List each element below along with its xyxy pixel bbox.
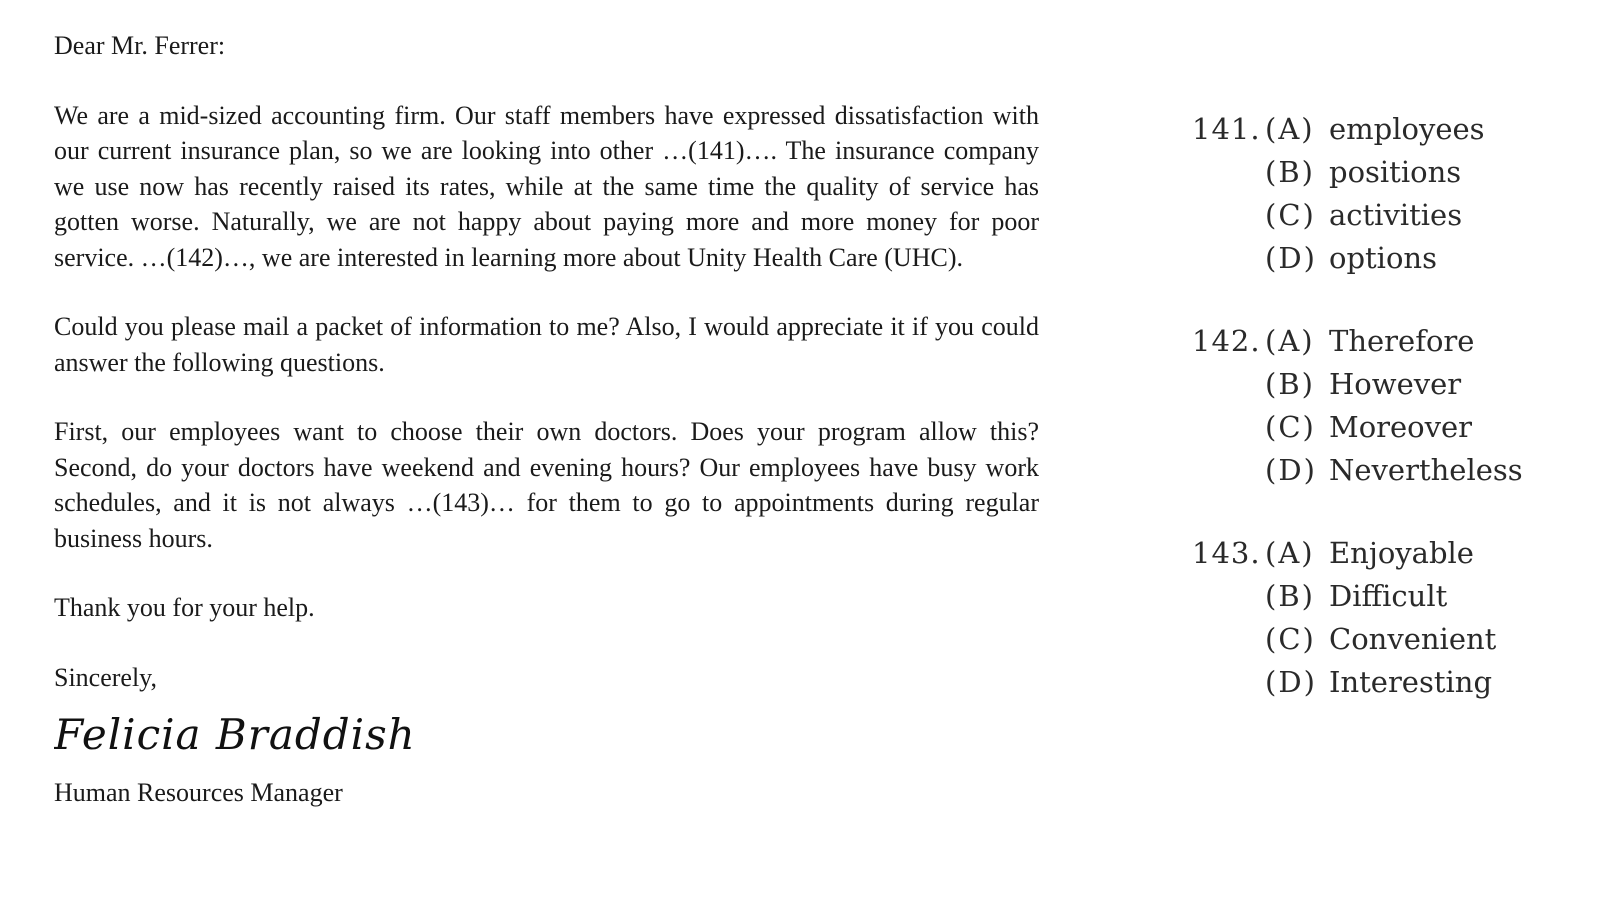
signature-image (54, 701, 474, 771)
option-label: (D) (1265, 665, 1317, 699)
option-list (1265, 320, 1572, 492)
question-number: 143. (1192, 536, 1261, 570)
option-141-d[interactable] (1265, 237, 1572, 280)
option-label: (C) (1265, 622, 1316, 656)
option-text: positions (1329, 155, 1462, 189)
letter-body (54, 28, 1039, 845)
option-143-d[interactable] (1265, 661, 1572, 704)
signer-title: Human Resources Manager (54, 778, 343, 807)
option-text: However (1329, 367, 1462, 401)
option-text: Nevertheless (1329, 453, 1523, 487)
option-text: Interesting (1329, 665, 1493, 699)
question-143 (1192, 532, 1572, 704)
option-text: Therefore (1329, 324, 1475, 358)
option-141-c[interactable] (1265, 194, 1572, 237)
option-142-b[interactable] (1265, 363, 1572, 406)
signature-text: Felicia Braddish (54, 710, 416, 759)
option-list (1265, 532, 1572, 704)
option-text: employees (1329, 112, 1485, 146)
option-label: (A) (1265, 112, 1315, 146)
option-label: (C) (1265, 410, 1316, 444)
option-label: (B) (1265, 367, 1315, 401)
option-label: (B) (1265, 579, 1315, 613)
option-label: (D) (1265, 241, 1317, 275)
paragraph-4: Thank you for your help. (54, 593, 315, 622)
question-141 (1192, 108, 1572, 280)
option-label: (A) (1265, 536, 1315, 570)
question-number: 142. (1192, 324, 1261, 358)
option-text: options (1329, 241, 1437, 275)
option-143-c[interactable] (1265, 618, 1572, 661)
paragraph-2: Could you please mail a packet of information to me? Also, I would appreciate it if you could answer the following questions. (54, 312, 1039, 377)
option-text: activities (1329, 198, 1463, 232)
question-number: 141. (1192, 112, 1261, 146)
option-143-a[interactable] (1265, 532, 1572, 575)
paragraph-3: First, our employees want to choose their own doctors. Does your program allow this? Second, do your doctors have weekend and evening hours? Our employees have busy work schedules, and it is not always …(143)… for them to go to appointments during regular business hours. (54, 417, 1039, 553)
option-text: Enjoyable (1329, 536, 1474, 570)
option-142-d[interactable] (1265, 449, 1572, 492)
option-142-c[interactable] (1265, 406, 1572, 449)
salutation: Dear Mr. Ferrer: (54, 31, 226, 60)
option-text: Convenient (1329, 622, 1497, 656)
handwritten-signature (54, 701, 1039, 771)
option-label: (D) (1265, 453, 1317, 487)
option-text: Difficult (1329, 579, 1448, 613)
answer-choices (1192, 108, 1572, 744)
closing: Sincerely, (54, 662, 157, 692)
option-label: (A) (1265, 324, 1315, 358)
option-141-b[interactable] (1265, 151, 1572, 194)
option-141-a[interactable] (1265, 108, 1572, 151)
option-143-b[interactable] (1265, 575, 1572, 618)
option-text: Moreover (1329, 410, 1473, 444)
question-142 (1192, 320, 1572, 492)
paragraph-1: We are a mid-sized accounting firm. Our staff members have expressed dissatisfaction with our current insurance plan, so we are looking into other …(141)…. The insurance company we use now has recently raised its rates, while at the same time the quality of service has gotten worse. Naturally, we are not happy about paying more and more money for poor service. …(142)…, we are interested in learning more about Unity Health Care (UHC). (54, 100, 1039, 272)
option-list (1265, 108, 1572, 280)
option-label: (C) (1265, 198, 1316, 232)
option-label: (B) (1265, 155, 1315, 189)
option-142-a[interactable] (1265, 320, 1572, 363)
